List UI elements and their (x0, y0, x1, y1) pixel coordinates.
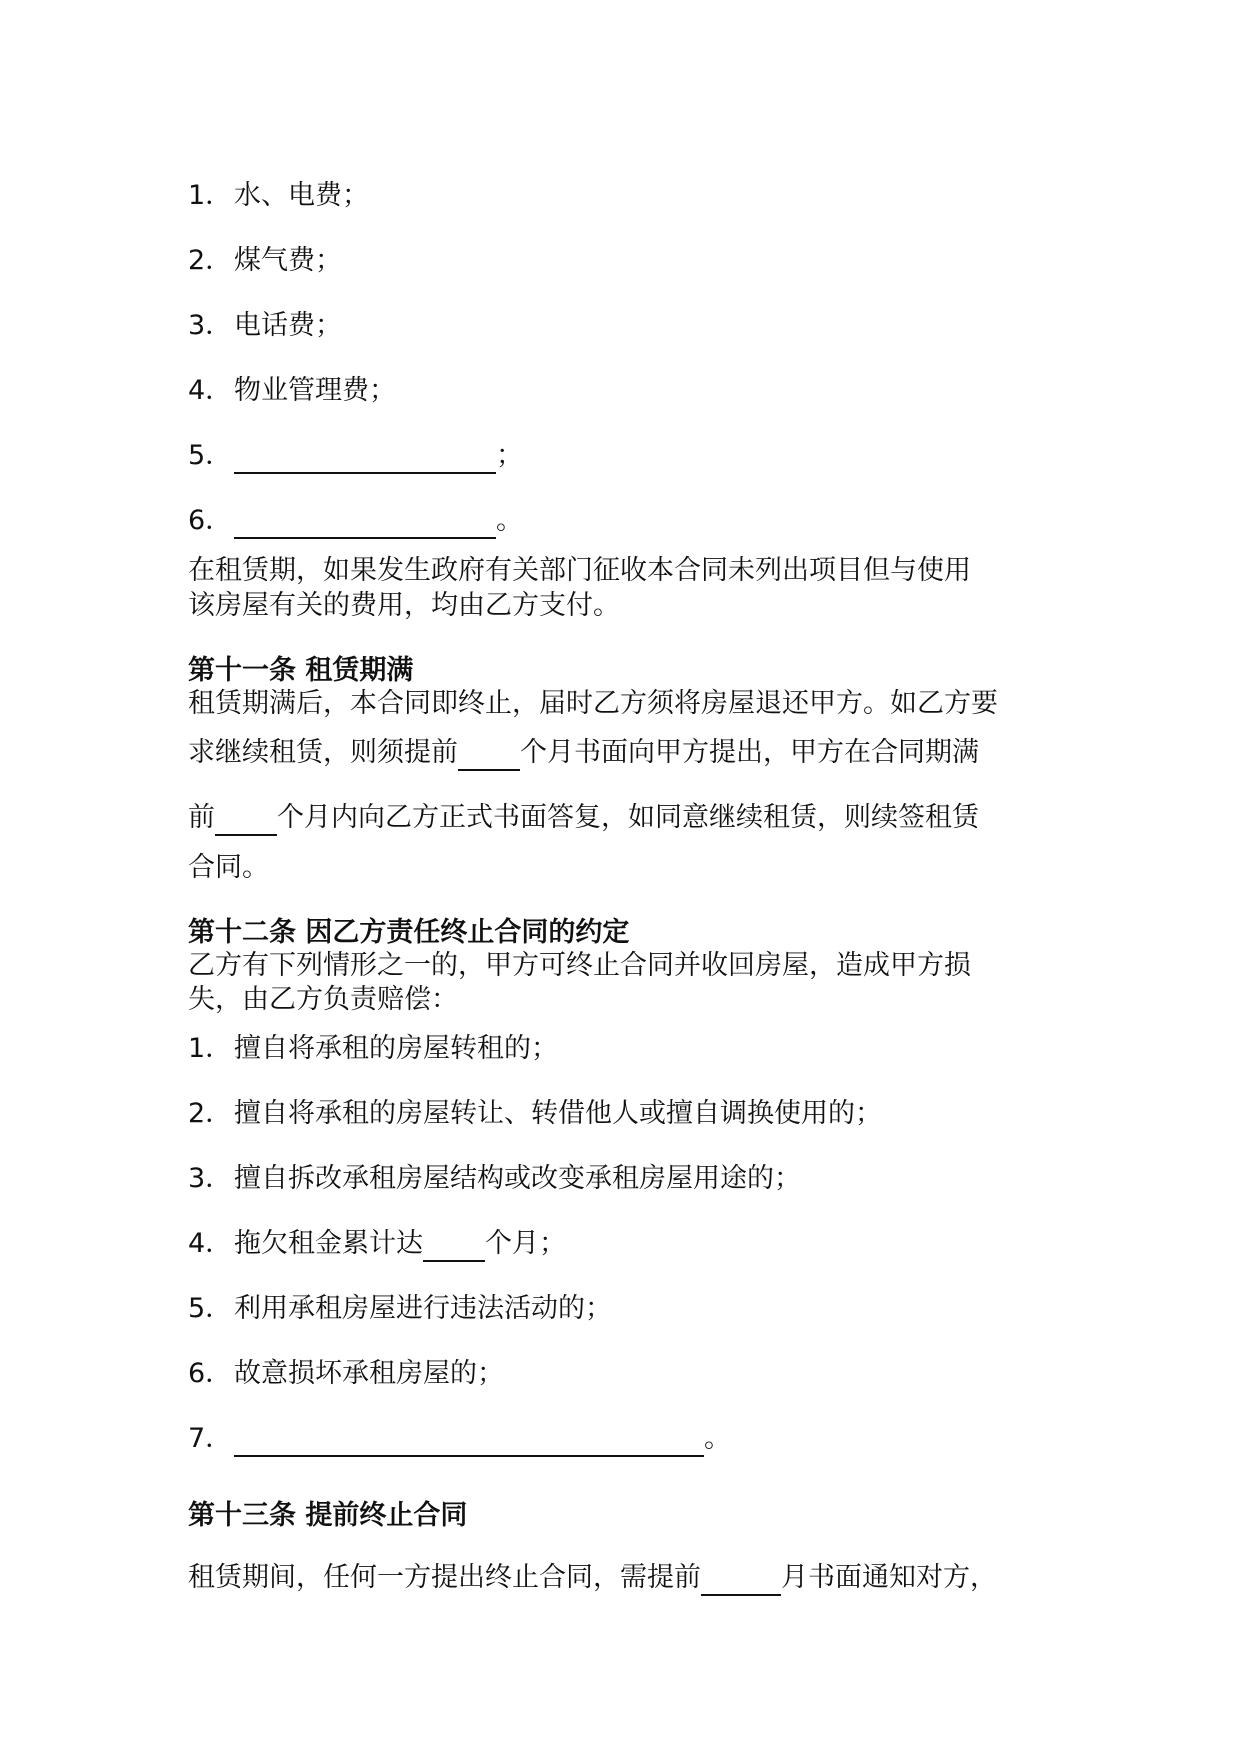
article-13-line: 租赁期间，任何一方提出终止合同，需提前 月书面通知对方， (188, 1560, 997, 1596)
fee-item-blank: 5． ； (188, 438, 523, 474)
fee-item: 2．煤气费； (188, 245, 342, 276)
article-11-line: 合同。 (188, 852, 269, 883)
fill-blank[interactable] (458, 739, 520, 771)
article-11-line: 求继续租赁，则须提前 个月书面向甲方提出，甲方在合同期满 (188, 735, 979, 771)
article-11-line: 租赁期满后，本合同即终止，届时乙方须将房屋退还甲方。如乙方要 (188, 688, 998, 719)
fill-blank[interactable] (423, 1230, 485, 1262)
fee-item: 4．物业管理费； (188, 375, 396, 406)
list-item: 1．擅自将承租的房屋转租的； (188, 1033, 558, 1064)
article-13-title: 第十三条 提前终止合同 (188, 1500, 468, 1531)
article-11-line: 前 个月内向乙方正式书面答复，如同意继续租赁，则续签租赁 (188, 800, 979, 836)
list-item: 4．拖欠租金累计达 个月； (188, 1226, 566, 1262)
article-12-title: 第十二条 因乙方责任终止合同的约定 (188, 917, 630, 948)
list-item-blank: 7． 。 (188, 1421, 731, 1457)
fill-blank[interactable] (701, 1564, 781, 1596)
fill-blank[interactable] (234, 1425, 704, 1457)
list-item: 5．利用承租房屋进行违法活动的； (188, 1293, 612, 1324)
fill-blank[interactable] (234, 507, 496, 539)
article-11-title: 第十一条 租赁期满 (188, 655, 414, 686)
fees-note-line: 该房屋有关的费用，均由乙方支付。 (188, 590, 620, 621)
fee-item: 1．水、电费； (188, 180, 369, 211)
list-item: 3．擅自拆改承租房屋结构或改变承租房屋用途的； (188, 1163, 801, 1194)
article-12-intro: 失，由乙方负责赔偿： (188, 984, 458, 1015)
fill-blank[interactable] (234, 442, 496, 474)
article-12-intro: 乙方有下列情形之一的，甲方可终止合同并收回房屋，造成甲方损 (188, 950, 971, 981)
fee-item: 3．电话费； (188, 310, 342, 341)
list-item: 2．擅自将承租的房屋转让、转借他人或擅自调换使用的； (188, 1098, 882, 1129)
fill-blank[interactable] (215, 804, 277, 836)
list-item: 6．故意损坏承租房屋的； (188, 1358, 504, 1389)
fees-note-line: 在租赁期，如果发生政府有关部门征收本合同未列出项目但与使用 (188, 555, 971, 586)
fee-item-blank: 6． 。 (188, 503, 523, 539)
